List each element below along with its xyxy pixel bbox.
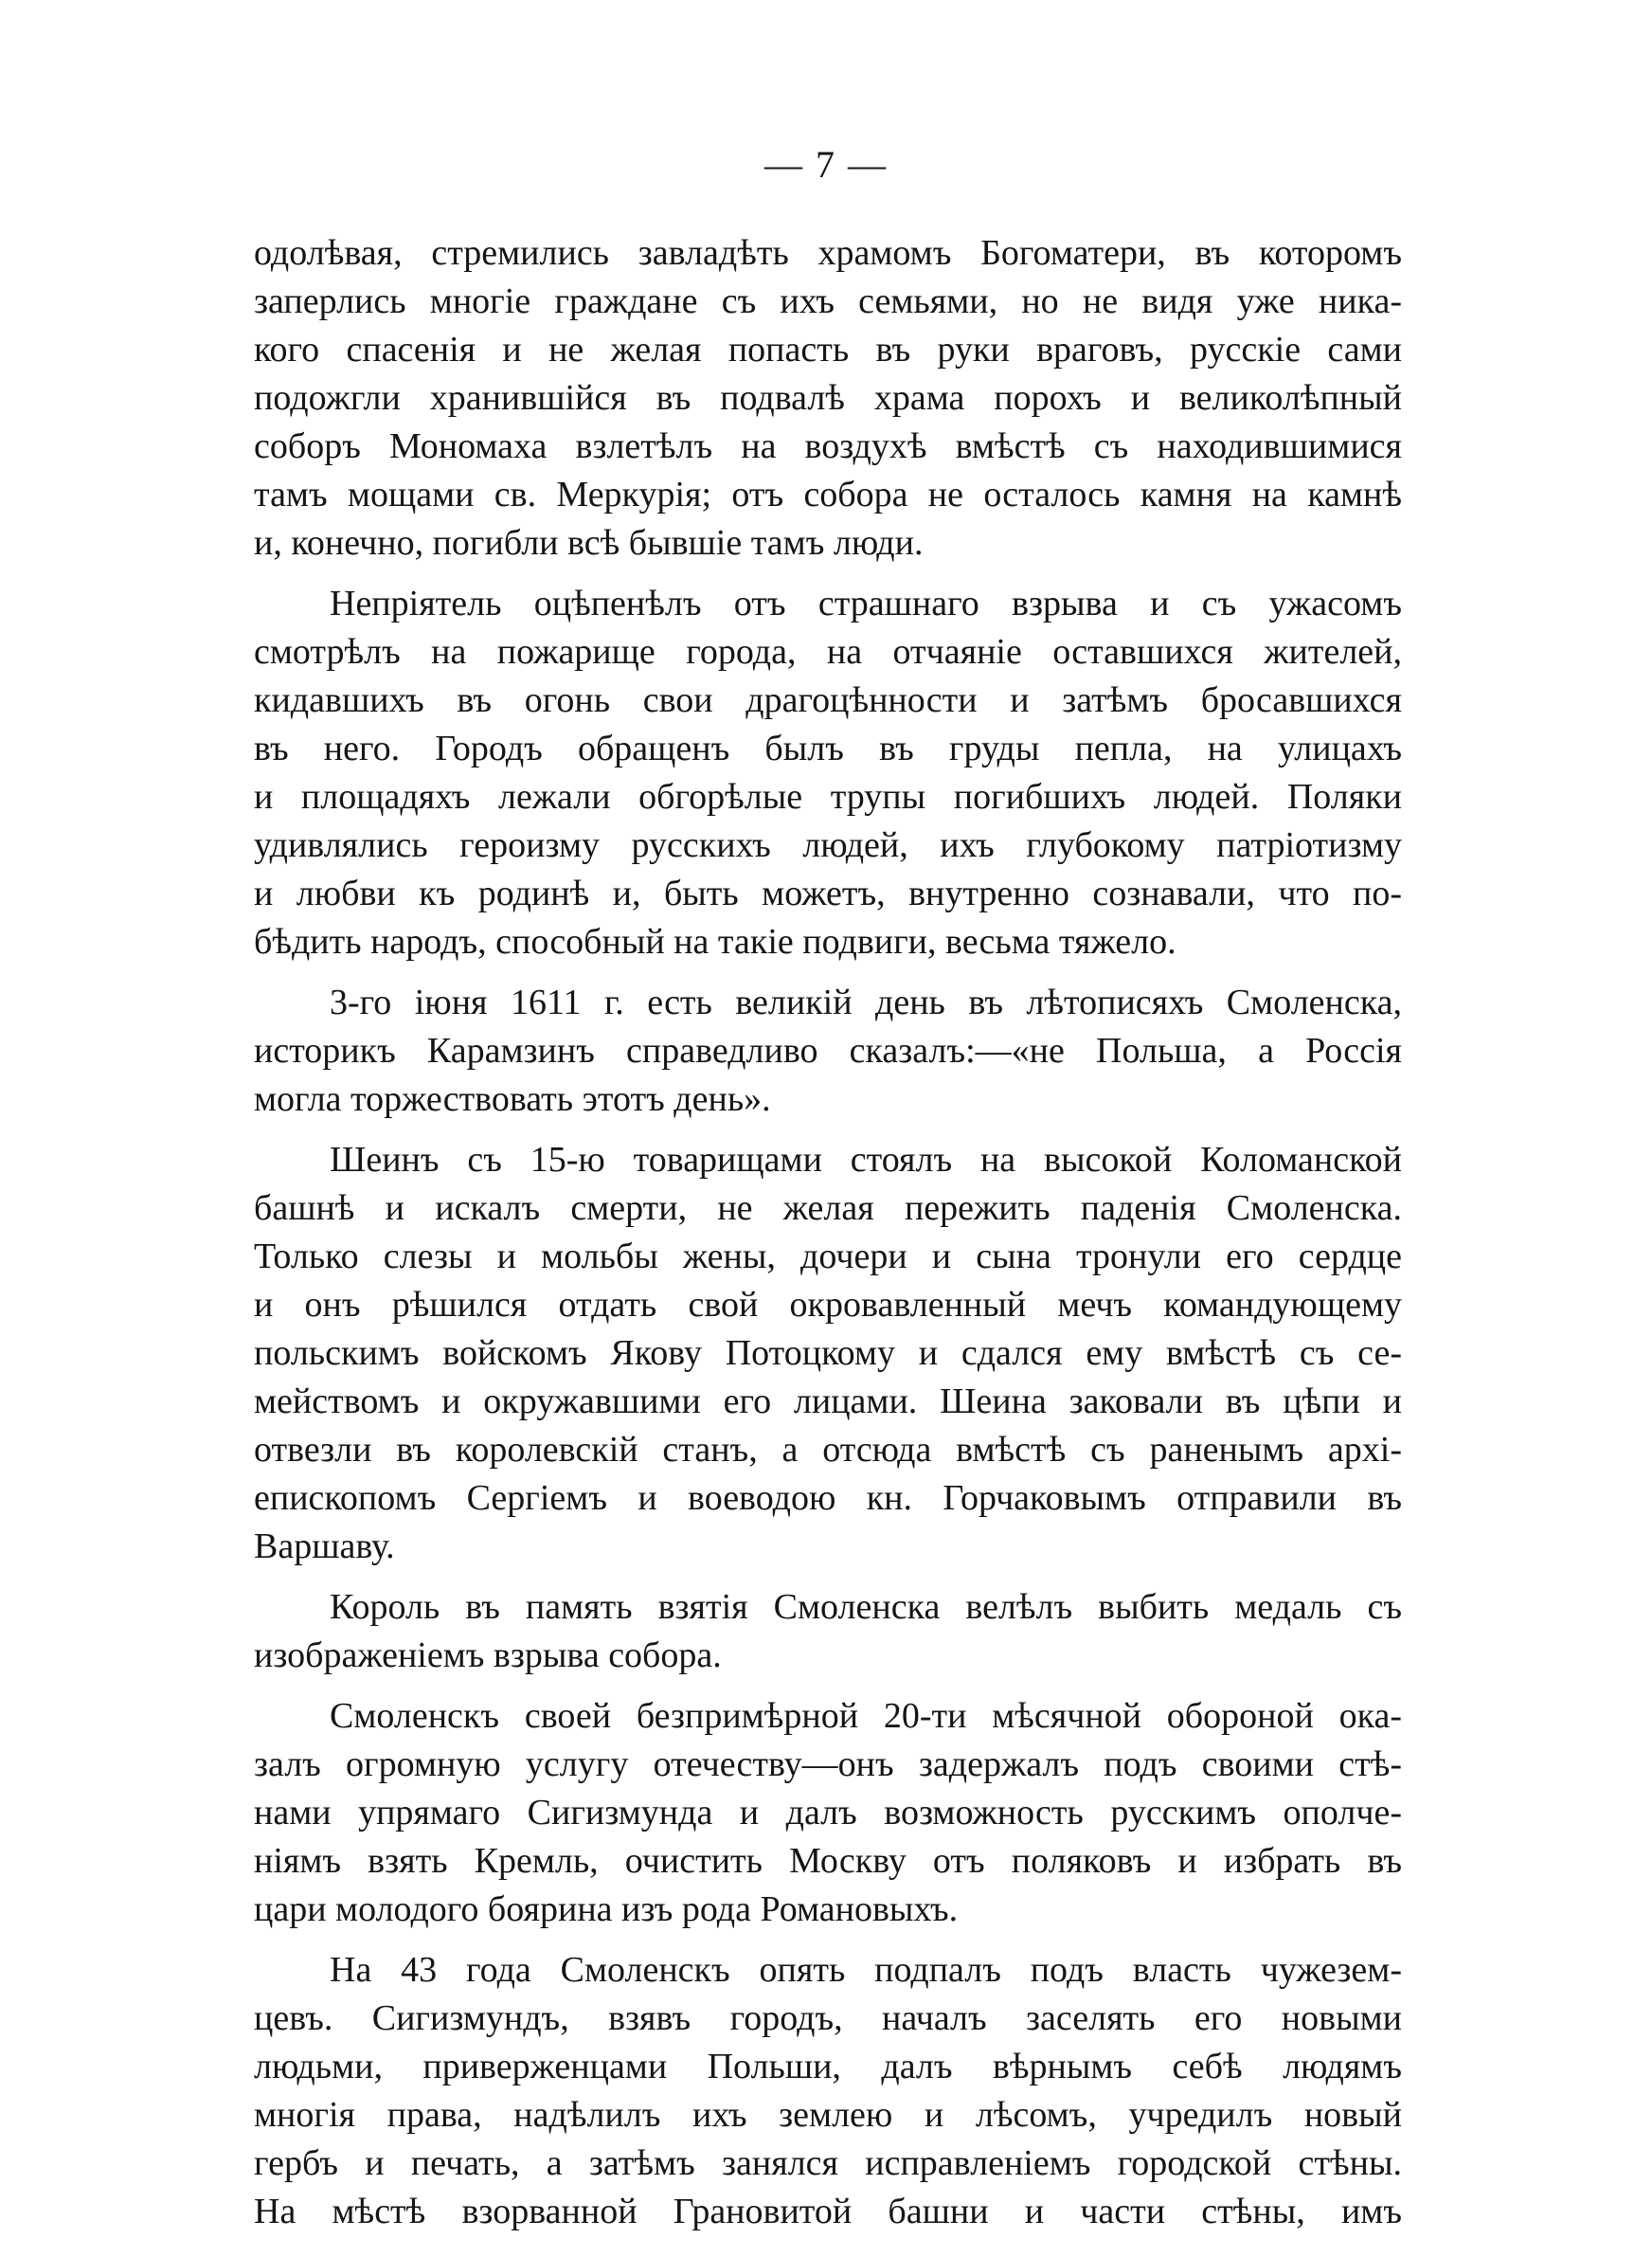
text-body [254,229,1402,2236]
page-number: — 7 — [764,143,888,186]
text-line: цевъ. Сигизмундъ, взявъ городъ, началъ заселять его новыми [254,1998,1402,2038]
text-line: залъ огромную услугу отечеству—онъ задержалъ подъ своими стѣ- [254,1744,1402,1784]
paragraph-gap [254,1571,1402,1583]
text-line: подожгли хранившійся въ подвалѣ храма порохъ и великолѣпный [254,378,1402,418]
text-line: въ него. Городъ обращенъ былъ въ груды пепла, на улицахъ [254,729,1402,768]
text-line: епископомъ Сергіемъ и воеводою кн. Горчаковымъ отправили въ [254,1478,1402,1518]
paragraph [254,1946,1402,2236]
paragraph-gap [254,966,1402,979]
text-line: смотрѣлъ на пожарище города, на отчаяніе оставшихся жителей, [254,632,1402,672]
paragraph-gap [254,1680,1402,1692]
text-line: На мѣстѣ взорванной Грановитой башни и части стѣны, имъ [254,2192,1402,2231]
text-line: изображеніемъ взрыва собора. [254,1635,722,1675]
text-line: и любви къ родинѣ и, быть можетъ, внутренно сознавали, что по- [254,874,1402,913]
text-line: людьми, приверженцами Польши, далъ вѣрнымъ себѣ людямъ [254,2047,1402,2086]
paragraph-gap [254,1124,1402,1136]
text-line: мействомъ и окружавшими его лицами. Шеина заковали въ цѣпи и [254,1381,1402,1421]
text-line: и онъ рѣшился отдать свой окровавленный мечъ командующему [254,1285,1402,1325]
paragraph [254,1692,1402,1934]
text-line: кого спасенія и не желая попасть въ руки враговъ, русскіе сами [254,330,1402,370]
text-line: ніямъ взять Кремль, очистить Москву отъ поляковъ и избрать въ [254,1841,1402,1881]
text-line: Только слезы и мольбы жены, дочери и сына тронули его сердце [254,1237,1402,1276]
text-line: Непріятель оцѣпенѣлъ отъ страшнаго взрыва и съ ужасомъ [330,584,1402,623]
text-line: гербъ и печать, а затѣмъ занялся исправленіемъ городской стѣны. [254,2143,1402,2183]
text-line: нами упрямаго Сигизмунда и далъ возможность русскимъ ополче- [254,1793,1402,1833]
text-line: башнѣ и искалъ смерти, не желая пережить паденія Смоленска. [254,1188,1402,1228]
paragraph [254,229,1402,568]
text-line: заперлись многіе граждане съ ихъ семьями, но не видя уже ника- [254,281,1402,321]
text-line: цари молодого боярина изъ рода Романовыхъ. [254,1889,959,1929]
paragraph [254,979,1402,1124]
text-line: тамъ мощами св. Меркурія; отъ собора не осталось камня на камнѣ [254,475,1402,515]
text-line: удивлялись героизму русскихъ людей, ихъ глубокому патріотизму [254,825,1402,865]
text-line: могла торжествовать этотъ день». [254,1079,771,1119]
paragraph [254,1583,1402,1680]
text-line: Шеинъ съ 15-ю товарищами стоялъ на высокой Коломанской [330,1140,1402,1180]
paragraph [254,1136,1402,1571]
text-line: и площадяхъ лежали обгорѣлые трупы погибшихъ людей. Поляки [254,777,1402,817]
paragraph-gap [254,568,1402,580]
text-line: Варшаву. [254,1526,395,1566]
text-line: кидавшихъ въ огонь свои драгоцѣнности и затѣмъ бросавшихся [254,680,1402,720]
text-line: 3-го іюня 1611 г. есть великій день въ лѣтописяхъ Смоленска, [330,983,1402,1022]
text-line: одолѣвая, стремились завладѣть храмомъ Богоматери, въ которомъ [254,233,1402,273]
paragraph [254,580,1402,966]
text-line: отвезли въ королевскій станъ, а отсюда вмѣстѣ съ раненымъ архі- [254,1430,1402,1470]
text-line: Смоленскъ своей безпримѣрной 20-ти мѣсячной обороной ока- [330,1696,1402,1736]
text-line: соборъ Мономаха взлетѣлъ на воздухѣ вмѣстѣ съ находившимися [254,426,1402,466]
text-line: многія права, надѣлилъ ихъ землею и лѣсомъ, учредилъ новый [254,2095,1402,2135]
text-line: Король въ память взятія Смоленска велѣлъ выбить медаль съ [330,1587,1402,1627]
text-line: и, конечно, погибли всѣ бывшіе тамъ люди. [254,523,924,563]
text-line: польскимъ войскомъ Якову Потоцкому и сдался ему вмѣстѣ съ се- [254,1333,1402,1373]
text-line: историкъ Карамзинъ справедливо сказалъ:—«не Польша, а Россія [254,1031,1402,1071]
text-line: На 43 года Смоленскъ опять подпалъ подъ власть чужезем- [330,1950,1402,1990]
paragraph-gap [254,1934,1402,1946]
text-line: бѣдить народъ, способный на такіе подвиги, весьма тяжело. [254,922,1176,962]
